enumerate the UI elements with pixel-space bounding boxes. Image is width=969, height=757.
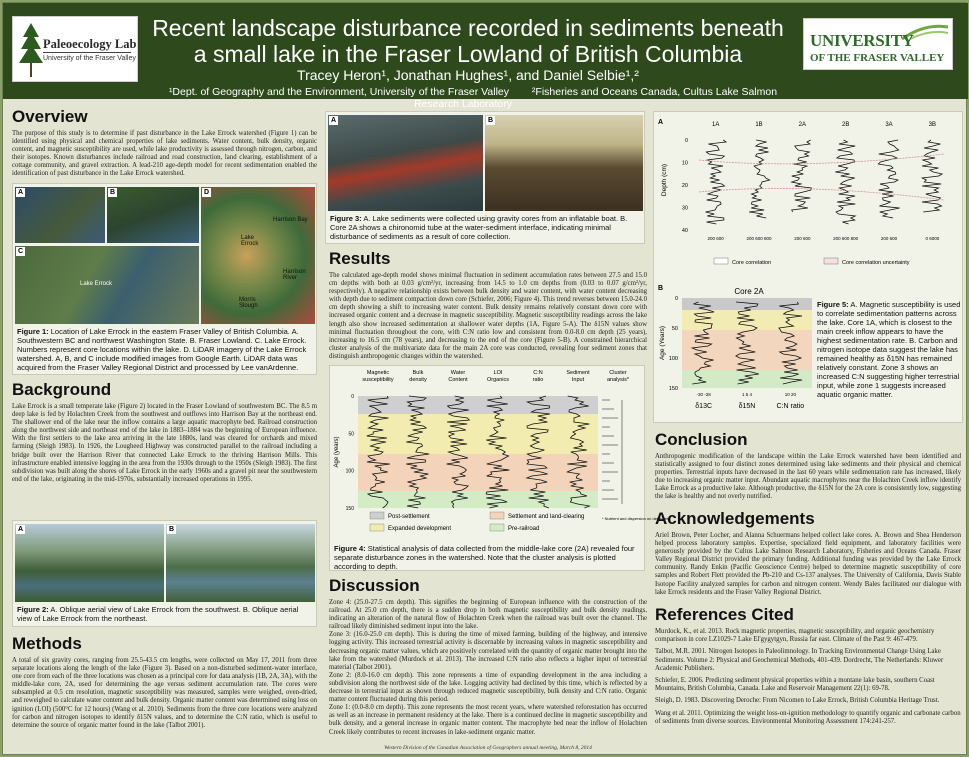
zone-band xyxy=(358,491,598,508)
background-heading: Background xyxy=(12,380,112,399)
column-header: Bulk xyxy=(412,370,424,376)
field-photo-a xyxy=(328,115,483,211)
legend-label: Pre-railroad xyxy=(508,526,540,532)
column-header: Organics xyxy=(486,377,510,383)
figure-1-caption-text: Location of Lake Errock in the eastern Fraser Valley of British Columbia. A. Southwestern BC and northwest Washington State. B. Fraser Lowland. C. Lake Errock. Numbers represent core locations within the lake. D. LiDAR imagery of the Lake Errock watershed. A, B, and C include modified images from Google Earth. LiDAR data was acquired from the Fraser Valley Regional District and processed by Lee vanArdenne. xyxy=(17,327,307,372)
ufv-logo-line2: OF THE FRASER VALLEY xyxy=(810,52,945,64)
age-tick: 50 xyxy=(348,431,354,438)
conclusion-heading: Conclusion xyxy=(655,430,748,449)
acknowledgements-text: Ariel Brown, Peter Locher, and Alanna Schuermans helped collect lake cores. A. Brown and Shea Henderson helped process laboratory samples. Expertise, specialized field equipment, and laboratory facilities were generously provided by the Cultus Lake Salmon Research Laboratory, Fisheries and Oceans Canada. Fraser Valley Regional District provided the primary funding. Additional funding was provided by the Lake Errock community. Randy Enkin (Pacific Geoscience Centre) helped to determine magnetic susceptibility of core samples and Robert Flett provided the Pb-210 and Cs-137 analyses. The University of California, Davis Stable Isotope Facility analyzed samples for carbon and nitrogen content. Wendy Bales facilitated our dialogue with lake Errock residents and the Fraser Valley Regional District. xyxy=(655,532,961,596)
figure-1-caption-title: Figure 1: xyxy=(17,327,49,336)
age-tick: 0 xyxy=(674,296,678,302)
poster-header xyxy=(3,3,968,110)
magsus-profile xyxy=(835,140,855,224)
age-tick: 100 xyxy=(668,356,678,362)
age-tick: 50 xyxy=(671,326,678,332)
column-header: Water xyxy=(450,370,466,376)
figure-3-caption xyxy=(330,214,642,241)
tree-icon xyxy=(19,23,43,77)
legend-swatch xyxy=(370,512,384,519)
figure-5-caption xyxy=(817,300,961,399)
core-label: 2A xyxy=(798,122,807,128)
map-panel-b xyxy=(107,187,199,243)
isotope-label: C:N ratio xyxy=(776,403,805,410)
reference-item: Talbot, M.R. 2001. Nitrogen Isotopes in Paleolimnology. In Tracking Environmental Change Using Lake Sediments. Volume 2: Physical and Geochemical Methods, 401-439. Dordrecht, The Netherlands: Kluwer Academic Publishers. xyxy=(655,648,944,672)
logo-divider xyxy=(43,52,131,53)
panel-label-a: A xyxy=(18,189,24,196)
column-header: Cluster xyxy=(609,370,627,376)
legend-swatch xyxy=(714,258,728,264)
magsus-profile xyxy=(706,140,727,224)
affiliation-2: ²Fisheries and Oceans Canada, Cultus Lake Salmon Research Laboratory xyxy=(413,86,778,110)
reference-item: Murdock, K., et al. 2013. Rock magnetic properties, magnetic susceptibility, and organic geochemistry comparison in core LZ1029-7 Lake El'gygytgyn, Russia far east. Climate of the Past 9: 467-479. xyxy=(655,628,935,644)
discussion-zone-1: Zone 1: (0.0-8.0 cm depth). This zone represents the most recent years, where watershed reforestation has occurred as well as an increase in permanent residency at the lake. There is a continued decline in magnetic susceptibility and bulk density, and a general increase in organic matter content. The macrophyte bed near the inflow of Holachten Creek likely contributes to recent increases in lake-sediment organic matter. xyxy=(329,704,647,736)
lidar-panel-d xyxy=(201,187,315,324)
conclusion-text: Anthropogenic modification of the landscape within the Lake Errock watershed have been identified and statistically assigned to four distinct zones determined using lake sediments and their physical and chemical properties. Terrestrial inputs have decreased in the last 60 years while sedimentation rate has increased, likely due to increasing organic matter input. Abundant aquatic macrophytes near the Holachten Creek inflow identify Lake Errock as a productive lake. Although productive, the δ15N for the 2A core is consistently low, suggesting the lake is healthy and not overly nutrified. xyxy=(655,453,961,501)
aerial-photo-a xyxy=(15,524,164,602)
correlation-line xyxy=(699,188,944,200)
logo-lab-name: Paleoecology Lab xyxy=(43,37,137,51)
figure-2-caption-text: A. Oblique aerial view of Lake Errock from the southwest. B. Oblique aerial view of Lake Errock from the northeast. xyxy=(17,605,299,623)
x-tick-group: 200 600 800 xyxy=(746,236,772,241)
figure-2 xyxy=(12,520,317,627)
legend-swatch xyxy=(824,258,838,264)
age-tick: 100 xyxy=(345,468,354,475)
x-tick-group: 200 600 xyxy=(794,236,811,241)
acknowledgements-heading: Acknowledgements xyxy=(655,509,815,528)
map-panel-c xyxy=(15,246,199,324)
panel-label-b: B xyxy=(110,189,116,196)
depth-tick: 0 xyxy=(684,138,688,144)
methods-text: A total of six gravity cores, ranging from 25.5-43.5 cm lengths, were collected on May 17, 2011 from three separate locations along the length of the lake (Figure 3). Based on a non-disturbed sediment-water interface, one core from each of the three locations was chosen as a principal core for data analysis (1B, 2A, 3A), with the middle-lake core, 2A, used for determining the age versus sediment accumulation rate. The cores were subsampled at 0.5 cm resolution, magnetic susceptibility was measured, samples were weighed, oven-dried, and reweighed to calculate water content and bulk density. Organic matter content was determined using loss on ignition (LOI) (500°C for 12 hours) (Wang et al. 2010). Sediments from the three core locations were analyzed for carbon and nitrogen isotopes to identify δ15N values, and to determine the C:N ratio, which is useful to determine the source of organic matter found in the lake (Talbot 2001). xyxy=(12,657,318,729)
figure-4-caption-text: Statistical analysis of data collected from the middle-lake core (2A) revealed four separate disturbance zones in the watershed. Note that the cluster analysis is plotted according to depth. xyxy=(334,544,635,571)
photo-label-a: A xyxy=(18,526,24,533)
x-tick-group: 200 600 xyxy=(707,236,724,241)
isotope-label: δ15N xyxy=(738,403,756,410)
poster-authors: Tracey Heron¹, Jonathan Hughes¹, and Daniel Selbie¹,² xyxy=(297,67,639,83)
column-header: C:N xyxy=(533,370,543,376)
photo-label-3b: B xyxy=(488,117,494,124)
map-label-harrison-river: Harrison River xyxy=(283,269,306,281)
figure-5 xyxy=(653,111,963,423)
core-label: 3A xyxy=(885,122,893,128)
figure-5-caption-title: Figure 5: xyxy=(817,300,849,309)
x-tick-group: 200 600 xyxy=(880,236,898,241)
magsus-profile xyxy=(792,140,812,212)
map-label-lake-errock: Lake Errock xyxy=(241,235,259,247)
depth-axis-label: Depth (cm) xyxy=(661,163,668,197)
legend-label: Settlement and land-clearing xyxy=(508,514,585,520)
results-section xyxy=(329,249,647,361)
map-label-harrison-bay: Harrison Bay xyxy=(273,217,308,223)
zone-band xyxy=(358,396,598,414)
isotope-label: δ13C xyxy=(695,403,713,410)
photo-label-b: B xyxy=(169,526,175,533)
discussion-zone-3: Zone 3: (16.0-25.0 cm depth). This is during the time of mixed farming, building of the highway, and intensive logging activity. This increased terrestrial activity is discernable by increasing values in magnetic susceptibility and decreasing organic matter values, which are positively correlated with the quantity of organic matter brought into the lake from the watershed (Murdock et al. 2013). The increased C:N ratio also reflects a higher input of terrestrial material (Talbot 2001). xyxy=(329,631,647,671)
figure-4-chart xyxy=(330,366,671,572)
results-text: The calculated age-depth model shows minimal fluctuation in sediment accumulation rates between 27.5 and 15.0 cm depths with both at 0.03 g/cm²/yr, increasing from 14.5 to 1.0 cm depths from (0.03 to 0.07 g/cm²/yr, respectively). A negative relationship exists between bulk density and water content, with water content decreasing with depth due to sediment compaction down core (Schiefer, 2006; Figure 4). This trend reverses between 15.0-24.0 cm depth showing a shift to increasing water content. Bulk density remains relatively constant down core with increased organic content and a decrease in magnetic susceptibility. Magnetic susceptibility readings across the lake length also show increased sedimentation at shallower water depths (1A, Figure 5-A). The δ15N values show minimal fluctuation throughout the core, with C:N ratio low and consistent from 0.0-8.0 cm depth (25 years), increasing to 16.5 cm (78 years), and decreasing to the end of the core (Figure 5-B). A constrained hierarchical cluster analysis of the multivariate data for the main 2A core was conducted, revealing four sediment zones that distinguish anthropogenic changes within the watershed. xyxy=(329,272,647,360)
zone-band xyxy=(358,454,598,491)
magsus-profile xyxy=(878,140,899,218)
panel-label-5a: A xyxy=(658,119,664,126)
figure-3-caption-title: Figure 3: xyxy=(330,214,362,223)
core-photo-b xyxy=(485,115,643,211)
correlation-line xyxy=(699,154,944,164)
overview-section xyxy=(12,107,317,179)
results-heading: Results xyxy=(329,249,391,268)
references-heading: References Cited xyxy=(655,605,794,624)
poster xyxy=(2,2,967,755)
poster-footer: Western Division of the Canadian Association of Geographers annual meeting, March 8, 2014 xyxy=(384,745,592,751)
figure-4 xyxy=(329,365,671,571)
legend-swatch xyxy=(490,512,504,519)
isotope-tick: 10 20 xyxy=(784,392,796,397)
core-2a-title: Core 2A xyxy=(734,287,764,296)
age-axis-label: Age (years) xyxy=(334,436,340,468)
core-label: 1B xyxy=(755,122,763,128)
x-tick-group: 0 6000 xyxy=(925,236,940,241)
methods-heading: Methods xyxy=(12,634,82,653)
figure-2-caption xyxy=(17,605,315,623)
aerial-photo-b xyxy=(166,524,315,602)
discussion-heading: Discussion xyxy=(329,576,420,595)
discussion-zone-2: Zone 2: (8.0-16.0 cm depth). This zone represents a time of expanding development in the area including a subdivision along the northwest side of the lake. Logging activity had declined by this time, which is reflected by a decrease in terrestrial input as shown through reduced magnetic susceptibility, bulk density and C:N ratio. Organic matter content fluctuated during this period. xyxy=(329,671,647,704)
paleoecology-lab-logo xyxy=(12,16,138,82)
age-tick: 150 xyxy=(668,386,678,392)
cluster-note: * Nutrient and dispersion on depth test xyxy=(602,516,671,521)
logo-lab-university: University of the Fraser Valley xyxy=(43,55,136,62)
core-label: 2B xyxy=(841,122,850,128)
legend-label: Core correlation xyxy=(732,260,772,266)
affiliation-1: ¹Dept. of Geography and the Environment, University of the Fraser Valley xyxy=(168,86,509,98)
figure-1-caption xyxy=(17,327,315,372)
ufv-logo xyxy=(803,18,953,70)
column-header: Input xyxy=(571,377,585,383)
age-tick: 0 xyxy=(351,394,354,400)
reference-item: Sleigh, D. 1983. Discovering Deroche: From Nicomen to Lake Errock, British Columbia Heritage Trust. xyxy=(655,697,940,705)
core-label: 1A xyxy=(711,122,720,128)
ufv-logo-line1: UNIVERSITY xyxy=(810,31,914,50)
core-label: 3B xyxy=(928,122,937,128)
isotope-tick: -30 -28 xyxy=(696,392,711,397)
figure-3-caption-text: A. Lake sediments were collected using gravity cores from an inflatable boat. B. Core 2A shows a chironomid tube at the water-sediment interface, indicating minimal disturbance of sediments as a result of core collection. xyxy=(330,214,628,241)
background-section xyxy=(12,380,317,484)
x-tick-group: 200 600 800 xyxy=(833,236,859,241)
background-text: Lake Errock is a small temperate lake (Figure 2) located in the Fraser Lowland of southwestern BC. The 8.5 m deep lake is fed by Holachten Creek from the southwest and outflows into Harrison Bay at the northeast end. The shallower end of the lake near the inflow contains a large aquatic macrophyte bed. Railroad construction along the northwest side and northeast end of the lake in 1883–1884 was the beginning of European influence. With the first settlers to the lake area arriving in the late 1880s, land was cleared for orchards and mixed farming (Sleigh 1983). In 1926, the Lougheed Highway was constructed parallel to the railroad including a bridge built over the Harrison River that connected Lake Errock to the thriving Harrison Mills. This infrastructure enabled intensive logging in the area from the 1930s through to the 1950s (Sleigh 1983). The first subdivision was built along the shores of Lake Errock in the early 1960s and a gravel pit near the southwestern end of the lake, originating in the mid-1970s, substantially increased operations in 1995. xyxy=(12,403,317,483)
magsus-profile xyxy=(749,140,770,218)
legend-label: Expanded development xyxy=(388,526,452,532)
isotope-tick: 1 5 4 xyxy=(741,392,753,397)
column-header: Sediment xyxy=(566,370,590,376)
poster-title: Recent landscape disturbance recorded in sediments beneath a small lake in the Fraser Lowland of British Columbia xyxy=(152,15,784,67)
map-label-morris-slough: Morris Slough xyxy=(239,297,258,309)
conclusion-section xyxy=(655,430,961,502)
figure-4-caption xyxy=(334,544,642,571)
age-axis-label: Age (Years) xyxy=(659,325,666,361)
zone-band xyxy=(358,414,598,454)
legend-swatch xyxy=(370,524,384,531)
legend-label: Core correlation uncertainty xyxy=(842,260,910,266)
photo-label-3a: A xyxy=(331,117,337,124)
acknowledgements-section xyxy=(655,509,961,597)
magsus-profile xyxy=(922,140,942,212)
panel-label-c: C xyxy=(18,248,24,255)
figure-2-caption-title: Figure 2: xyxy=(17,605,49,614)
column-header: susceptibility xyxy=(362,377,394,383)
panel-label-5b: B xyxy=(658,285,664,292)
depth-tick: 20 xyxy=(681,183,688,189)
legend-swatch xyxy=(490,524,504,531)
column-header: ratio xyxy=(532,377,544,383)
discussion-zone-4: Zone 4: (25.0-27.5 cm depth). This signifies the beginning of European influence with the construction of the railroad. At 25.0 cm depth, there is a sudden drop in both magnetic susceptibility and bulk density readings, indicating an alteration of the natural flow of Holachten Creek when the railroad was built over the channel. The railroad likely diminished sediment input into the lake. xyxy=(329,599,647,631)
column-header: Magnetic xyxy=(366,370,390,376)
column-header: density xyxy=(409,377,427,383)
age-tick: 150 xyxy=(345,506,354,512)
column-header: Content xyxy=(448,377,468,383)
legend-label: Post-settlement xyxy=(388,514,430,520)
depth-tick: 10 xyxy=(681,160,688,167)
methods-section xyxy=(12,634,317,730)
depth-tick: 40 xyxy=(681,228,688,234)
overview-heading: Overview xyxy=(12,107,88,126)
depth-tick: 30 xyxy=(681,205,688,212)
figure-1 xyxy=(12,183,317,375)
map-label-lake-errock-c: Lake Errock xyxy=(80,281,113,287)
reference-item: Wang et al. 2011. Optimizing the weight loss-on-ignition methodology to quantify organic and carbonate carbon of sediments from diverse sources. Environmental Monitoring Assessment 174:241-257. xyxy=(655,709,961,725)
panel-label-d: D xyxy=(204,189,210,196)
references-section xyxy=(655,605,961,730)
discussion-section xyxy=(329,576,647,737)
column-header: LOI xyxy=(493,370,503,376)
reference-item: Schiefer, E. 2006. Predicting sediment physical properties within a montane lake basin, southern Coast Mountains, British Columbia, Canada. Lake and Reservoir Management 22(1): 69-78. xyxy=(655,677,935,693)
column-header: analysis* xyxy=(606,377,630,383)
figure-3 xyxy=(325,111,645,244)
figure-5-caption-text: A. Magnetic susceptibility is used to correlate sedimentation patterns across the lake. Core 1A, which is closest to the main creek inflow appears to have the highest sedimentation rate. B. Carbon and nitrogen isotope data suggest the lake has remained healthy as δ15N has remained relatively constant. Zone 3 shows an increased C:N suggesting higher terrestrial input, while zone 1 suggests increased aquatic organic matter. xyxy=(817,300,961,399)
figure-4-caption-title: Figure 4: xyxy=(334,544,366,553)
map-panel-a xyxy=(15,187,105,243)
overview-text: The purpose of this study is to determine if past disturbance in the Lake Errock watershed (Figure 1) can be identified using physical and chemical properties of lake sediments. Water content, bulk density, organic content, and magnetic susceptibility are used, while lake productivity is assessed through nitrogen, carbon, and their isotopes. Known disturbances include railroad and road construction, land clearing, establishment of a cottage community, and gravel extraction. A lead-210 age-depth model for recent sedimentation enabled the identification of past disturbance in the Lake Errock watershed. xyxy=(12,130,317,178)
